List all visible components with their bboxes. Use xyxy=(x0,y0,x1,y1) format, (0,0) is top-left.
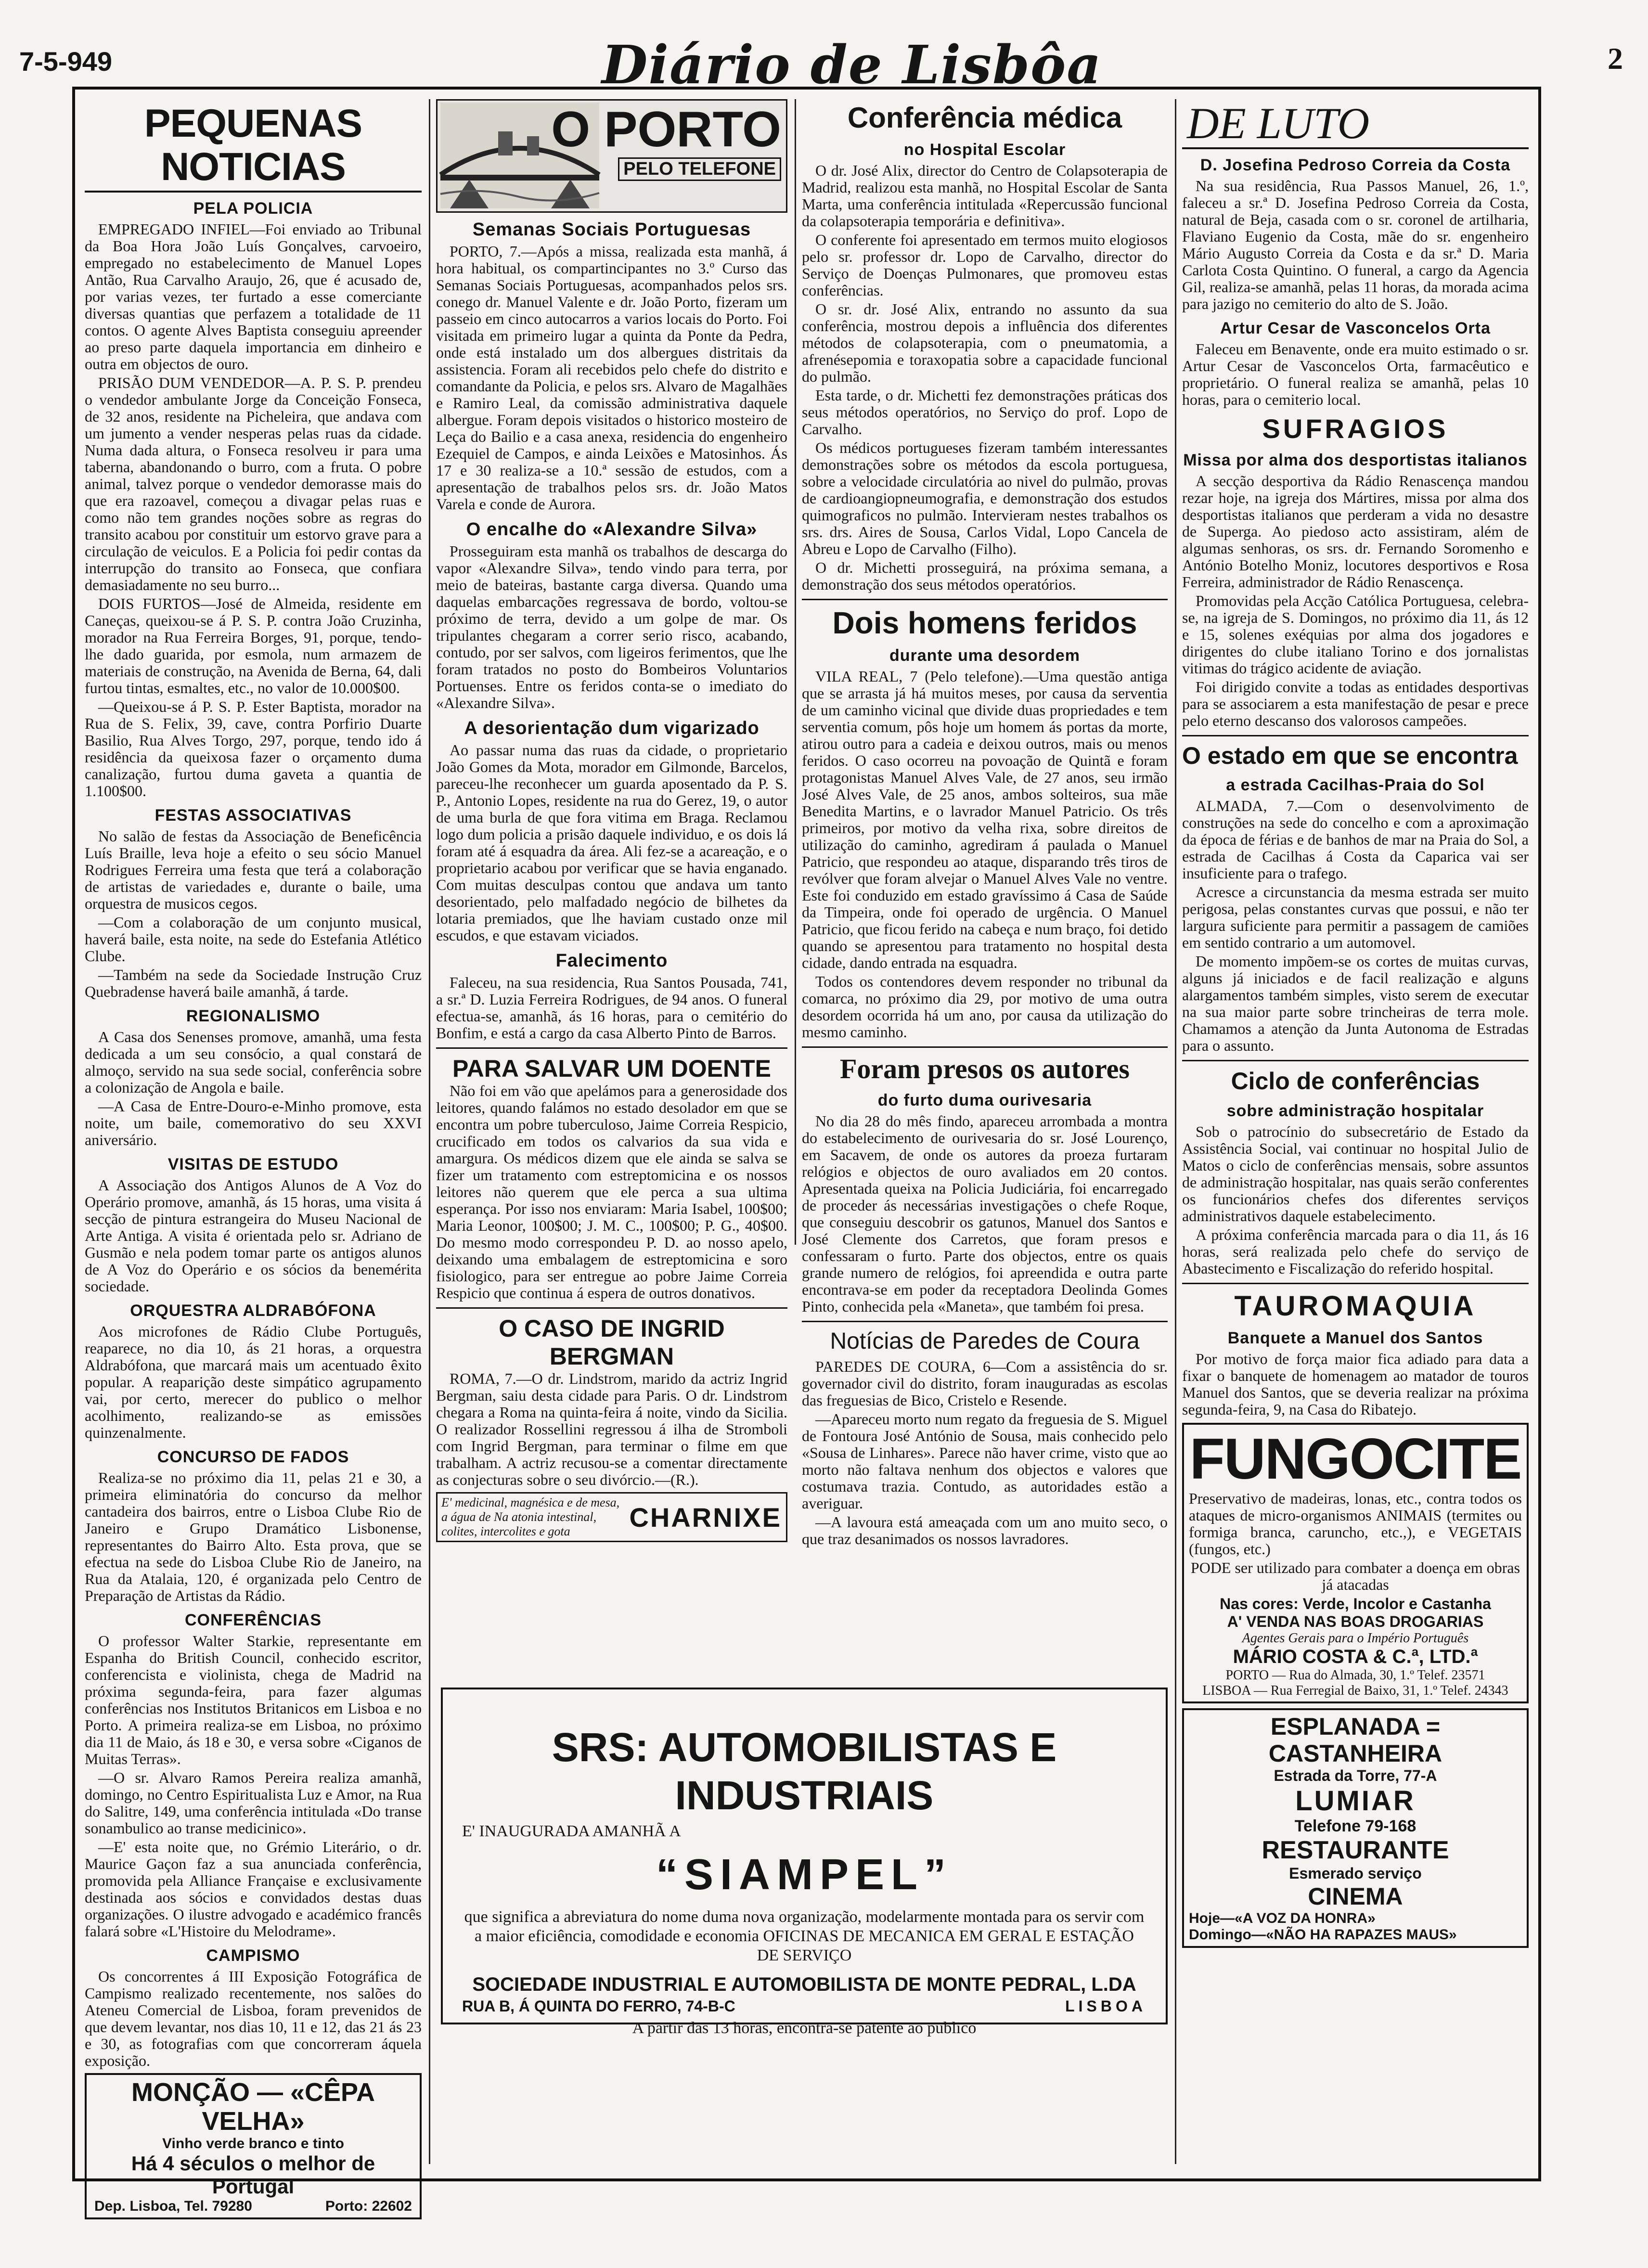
feridos-subtitle: durante uma desordem xyxy=(889,646,1080,665)
column-2-lower xyxy=(436,1187,787,1370)
divider xyxy=(1182,735,1529,736)
esplanada-address: Estrada da Torre, 77-A xyxy=(1274,1767,1437,1784)
section-paragraph: —O sr. Alvaro Ramos Pereira realiza amanhã, domingo, no Centro Espiritualista Luz e Amor, na Rua do Salitre, 149, uma conferência intitulada «Do transe sonambulico ao transe medicinico». xyxy=(85,1769,422,1837)
divider xyxy=(1182,1283,1529,1284)
section-heading: O encalhe do «Alexandre Silva» xyxy=(466,519,758,540)
section-paragraph: DOIS FURTOS—José de Almeida, residente em Caneças, queixou-se á P. S. P. contra João Cruzinha, morador na Rua Ferreira Borges, 91, porque, tendo-lhe dado guarida, por esmola, num armazem de materiais de construção, na Avenida de Berna, 64, dali furtou tintas, esmaltes, etc., no valor de 10.000$00. xyxy=(85,595,422,696)
fungocite-agentes: Agentes Gerais para o Império Português xyxy=(1242,1631,1469,1646)
coura-paragraph: PAREDES DE COURA, 6—Com a assistência do sr. governador civil do distrito, foram inauguradas as escolas das freguesias de Bico, Cristelo e Resende. xyxy=(802,1358,1168,1409)
luto-title: DE LUTO xyxy=(1182,99,1529,149)
estrada-paragraph: De momento impõem-se os cortes de muitas curvas, alguns já iniciados e de facil realização e alguns alargamentos também simples, visto serem de executar na sua maior parte sobre trincheiras de terra mole. Chamamos a atenção da Junta Autonoma de Estradas para o assunto. xyxy=(1182,953,1529,1054)
esplanada-hoje: Hoje—«A VOZ DA HONRA» xyxy=(1189,1910,1376,1926)
porto-banner-subtitle: PELO TELEFONE xyxy=(618,157,781,181)
section-heading: CONCURSO DE FADOS xyxy=(157,1448,349,1466)
section-paragraph: —Com a colaboração de um conjunto musical, haverá baile, esta noite, na sede do Estefania Atlético Clube. xyxy=(85,914,422,965)
luto-text: Faleceu em Benavente, onde era muito estimado o sr. Artur Cesar de Vasconcelos Orta, farmacêutico e proprietário. O funeral realiza se amanhã, pelas 10 horas, para o cemiterio local. xyxy=(1182,340,1529,408)
column-rule-3 xyxy=(1175,99,1176,2164)
feridos-paragraph: Todos os contendores devem responder no tribunal da comarca, no próximo dia 29, por motivo de uma outra desordem ocorrida há um ano, por causa da utilização do mesmo caminho. xyxy=(802,973,1168,1041)
section-paragraph: Ao passar numa das ruas da cidade, o proprietario João Gomes da Mota, morador em Gilmonde, Barcelos, pareceu-lhe reconhecer um guarda aposentado da P. S. P., Antonio Lopes, residente na rua do Gerez, 19, o autor de uma burla de que fora vitima em Braga. Reclamou logo dum policia a prisão daquele individuo, e os dois lá foram até á esquadra da área. Ali fez-se a acareação, e o proprietario acabou por verificar que se havia enganado. Com muitas desculpas contou que andava um tanto desorientado, pelo malfadado negócio de bilhetes da lotaria premiados, que lhe haviam custado onze mil escudos, e que estavam viciados. xyxy=(436,741,787,944)
esplanada-restaurante: RESTAURANTE xyxy=(1262,1836,1449,1864)
section-paragraph: Realiza-se no próximo dia 11, pelas 21 e 30, a primeira eliminatória do concurso da melhor cantadeira dos bairros, entre o Lisboa Clube Rio de Janeiro e Grupo Dramático Lisbonense, representantes do Bairro Alto. Esta prova, que se efectua na sede do Lisboa Clube Rio de Janeiro, na Rua da Atalaia, 120, é organizada pelo Centro de Preparação de Artistas da Rádio. xyxy=(85,1469,422,1604)
section-heading: Falecimento xyxy=(555,951,668,971)
siampel-address: RUA B, Á QUINTA DO FERRO, 74-B-C xyxy=(462,1997,735,2015)
section-heading: Semanas Sociais Portuguesas xyxy=(472,219,751,240)
siampel-name: “SIAMPEL” xyxy=(656,1851,953,1899)
section-heading: ORQUESTRA ALDRABÓFONA xyxy=(130,1302,376,1320)
sufragios-body xyxy=(1182,473,1529,729)
col1-title: PEQUENAS NOTICIAS xyxy=(85,102,422,193)
coura-title: Notícias de Paredes de Coura xyxy=(830,1328,1140,1354)
moncao-line1: Vinho verde branco e tinto xyxy=(162,2136,344,2152)
doente-body: Não foi em vão que apelámos para a generosidade dos leitores, quando falámos no estado desolador em que se encontra um pobre tuberculoso, Jaime Correia Respicio, crucificado em todos os calvarios da sua vida e amargura. Os médicos dizem que ele ainda se salva se fizer um tratamento com estreptomicina e os nossos leitores não querem que ele perca a sua ultima esperança. Por isso nos enviaram: Maria Isabel, 100$00; Maria Leonor, 100$00; J. M. C., 100$00; P. G., 40$00. Do mesmo modo correspondeu P. D. ao nosso apelo, deixando uma embalagem de estreptomicina e soro fisiologico, para ser entregue ao pobre Jaime Correia Respicio que continua á espera de outros donativos. xyxy=(436,1082,787,1302)
estrada-title: O estado em que se encontra xyxy=(1182,742,1518,769)
moncao-porto: Porto: 22602 xyxy=(325,2198,412,2214)
luto-text: Na sua residência, Rua Passos Manuel, 26, 1.º, faleceu a sr.ª D. Josefina Pedroso Correia da Costa, natural de Beja, casada com o sr. coronel de artilharia, Flaviano Eugenio da Costa, mãe do sr. engenheiro Mário Augusto Correia da Costa e da sr.ª D. Maria Carlota Costa Quintino. O funeral, a cargo da Agencia Gil, realiza-se amanhã, pelas 11 horas, da morada acima para jazigo no cemiterio do alto de S. João. xyxy=(1182,177,1529,312)
section-paragraph: PRISÃO DUM VENDEDOR—A. P. S. P. prendeu o vendedor ambulante Jorge da Conceição Fonseca, de 32 anos, residente na Picheleira, que andava com um jumento a vender nesperas pelas ruas da cidade. Numa dada altura, o Fonseca resolveu ir para uma taberna, abandonando o burro, com a fruta. O pobre animal, talvez porque o vendedor demorasse mais do que era razoavel, começou a divagar pelas ruas e como não tem grandes noções sobre as regras do transito acabou por constituir um estorvo grave para a circulação de veiculos. E a Policia foi pedir contas da interrupção do transito ao Fonseca, que confiara demasiadamente no seu burro... xyxy=(85,374,422,593)
section-paragraph: Faleceu, na sua residencia, Rua Santos Pousada, 741, a sr.ª D. Luzia Ferreira Rodrigues, de 94 anos. O funeral efectua-se, amanhã, ás 16 horas, para o cemitério do Bonfim, e está a cargo da casa Alberto Pinto de Barros. xyxy=(436,974,787,1042)
bergman-title: O CASO DE INGRID BERGMAN xyxy=(499,1315,725,1370)
feridos-title: Dois homens feridos xyxy=(832,606,1137,640)
sufragios-subtitle: Missa por alma dos desportistas italianos xyxy=(1183,451,1528,469)
section-heading: FESTAS ASSOCIATIVAS xyxy=(154,806,352,825)
estrada-paragraph: ALMADA, 7.—Com o desenvolvimento de construções na sede do concelho e com a aproximação da época de férias e de banhos de mar na Praia do Sol, a estrada de Cacilhas á Costa da Caparica vai ser insuficiente para o trafego. xyxy=(1182,797,1529,882)
conf-paragraph: O dr. José Alix, director do Centro de Colapsoterapia de Madrid, realizou esta manhã, no Hospital Escolar de Santa Marta, uma conferência intitulada «Repercussão funcional da colapsoterapia temporária e definitiva». xyxy=(802,162,1168,230)
section-paragraph: Prosseguiram esta manhã os trabalhos de descarga do vapor «Alexandre Silva», tendo vindo para terra, por meio de bateiras, bastante carga diversa. Quando uma daquelas embarcações regressava de bordo, voltou-se próximo de terra, devido a um golpe de mar. Os tripulantes chegaram a correr serio risco, acabando, contudo, por ser salvos, com ligeiros ferimentos, que lhe foram tratados no posto do Bombeiros Voluntarios Portuenses. Entre os feridos conta-se o imediato do «Alexandre Silva». xyxy=(436,542,787,711)
feridos-body xyxy=(802,668,1168,1041)
fungocite-cores: Nas cores: Verde, Incolor e Castanha xyxy=(1220,1595,1491,1612)
ciclo-paragraph: A próxima conferência marcada para o dia 11, ás 16 horas, será realizada pelo chefe do serviço de Abastecimento e Fiscalização do referido hospital. xyxy=(1182,1226,1529,1277)
siampel-inaug: E' INAUGURADA AMANHÃ A xyxy=(462,1822,681,1840)
tauro-body: Por motivo de força maior fica adiado para data a fixar o banquete de homenagem ao matador de touros Manuel dos Santos, que se deveria realizar na próxima segunda-feira, 9, na Casa do Ribatejo. xyxy=(1182,1350,1529,1418)
moncao-ad xyxy=(85,2073,422,2219)
column-rule-1 xyxy=(429,99,430,2164)
porto-banner xyxy=(436,99,787,213)
fungocite-ad xyxy=(1182,1423,1529,1703)
presos-title: Foram presos os autores xyxy=(840,1053,1130,1084)
section-paragraph: PORTO, 7.—Após a missa, realizada esta manhã, á hora habitual, os compartincipantes no 3.º Curso das Semanas Sociais Portuguesas, acompanhados pelos srs. conego dr. Manuel Valente e dr. João Porto, fizeram um passeio em cinco autocarros a varios locais do Porto. Foi visitada em primeiro lugar a quinta da Ponte da Pedra, onde está instalado um dos albergues distritais da assistencia. Foram ali recebidos pelo chefe do distrito e comandante da Policia, e pelos srs. Alvaro de Magalhães e Ramiro Leal, da comissão administrativa daquele albergue. Foram depois visitados o historico mosteiro de Leça do Bailio e a casa anexa, residencia do engenheiro Ezequiel de Campos, e ainda Leixões e Matosinhos. Ás 17 e 30 realiza-se a 10.ª sessão de estudos, com a apresentação de trabalhos pelos srs. dr. João Matos Varela e conde de Aurora. xyxy=(436,243,787,513)
bergman-body: ROMA, 7.—O dr. Lindstrom, marido da actriz Ingrid Bergman, saiu desta cidade para Paris. O dr. Lindstrom chegara a Roma na quinta-feira á noite, vindo da Sicilia. O realizador Rossellini regressou á ilha de Stromboli com Ingrid Bergman, para terminar o filme em que trabalham. A actriz recusou-se a comentar directamente as conjecturas sobre o seu divórcio.—(R.). xyxy=(436,1370,787,1488)
moncao-line2: Há 4 séculos o melhor de Portugal xyxy=(131,2152,375,2198)
siampel-hours: A partir das 13 horas, encontra-se patente ao publico xyxy=(632,2019,977,2037)
ciclo-paragraph: Sob o patrocínio do subsecretário de Estado da Assistência Social, vai continuar no hospital Julio de Matos o ciclo de conferências mensais, sobre assuntos de administração hospitalar, nas quais serão conferentes os funcionários chefes dos diferentes serviços administrativos daquele estabelecimento. xyxy=(1182,1123,1529,1224)
esplanada-ad xyxy=(1182,1708,1529,1948)
sufragios-title: SUFRAGIOS xyxy=(1262,413,1449,444)
moncao-dep: Dep. Lisboa, Tel. 79280 xyxy=(94,2198,252,2214)
coura-paragraph: —A lavoura está ameaçada com um ano muito seco, o que traz desanimados os nossos lavradores. xyxy=(802,1513,1168,1547)
page-number: 2 xyxy=(1608,41,1623,76)
divider xyxy=(802,599,1168,600)
section-heading: PELA POLICIA xyxy=(193,199,313,218)
fungocite-firm: MÁRIO COSTA & C.ª, LTD.ª xyxy=(1233,1646,1478,1667)
charnixe-brand: CHARNIXE xyxy=(629,1502,782,1533)
column-3 xyxy=(802,99,1168,1547)
siampel-desc: que significa a abreviatura do nome duma nova organização, modelarmente montada para os servir com a maior eficiência, comodidade e economia OFICINAS DE MECANICA EM GERAL E ESTAÇÃO DE SERVIÇO xyxy=(464,1908,1145,1964)
conf-paragraph: Esta tarde, o dr. Michetti fez demonstrações práticas dos seus métodos operatórios, no Serviço do prof. Lopo de Carvalho. xyxy=(802,387,1168,438)
section-paragraph: —E' esta noite que, no Grémio Literário, o dr. Maurice Gaçon faz a sua anunciada conferência, promovida pela Alliance Française e exclusivamente destinada aos sócios e convidados destas duas organizações. O ilustre advogado e académico francês falará sobre «L'Histoire du Melodrame». xyxy=(85,1838,422,1940)
esplanada-domingo: Domingo—«NÃO HA RAPAZES MAUS» xyxy=(1189,1927,1457,1943)
sufragios-paragraph: Promovidas pela Acção Católica Portuguesa, celebra-se, na igreja de S. Domingos, no próximo dia 11, ás 12 e 15, solenes exéquias por alma dos jogadores e dirigentes do clube italiano Torino e dos jornalistas vitimas do trágico acidente de aviação. xyxy=(1182,592,1529,677)
esplanada-servico: Esmerado serviço xyxy=(1289,1865,1422,1882)
issue-date: 7-5-949 xyxy=(19,46,113,77)
conf-paragraph: O sr. dr. José Alix, entrando no assunto da sua conferência, mostrou depois a influência dos diferentes métodos de colapsoterapia, com o pneumatomia, a afrenésepomia e toraxopatia sobre a capacidade funcional do pulmão. xyxy=(802,300,1168,385)
page-header xyxy=(0,19,1648,96)
divider xyxy=(436,1047,787,1049)
fungocite-lisboa: LISBOA — Rua Ferregial de Baixo, 31, 1.º Telef. 24343 xyxy=(1202,1683,1508,1698)
siampel-ad xyxy=(441,1688,1168,2037)
col1-sections xyxy=(85,199,422,2069)
estrada-body xyxy=(1182,798,1529,1054)
coura-body xyxy=(802,1358,1168,1547)
section-paragraph: Aos microfones de Rádio Clube Português, reaparece, no dia 10, ás 21 horas, a orquestra Aldrabófona, que marcará mais um acentuado êxito popular. A reaparição deste simpático agrupamento vai, por certo, merecer do publico o melhor acolhimento, realizando-se as emissões quinzenalmente. xyxy=(85,1323,422,1441)
section-paragraph: O professor Walter Starkie, representante em Espanha do British Council, conhecido escritor, conferencista e violinista, chega de Madrid na próxima segunda-feira, para fazer algumas conferências nos Institutos Britanicos em Lisboa e no Porto. A primeira realiza-se em Lisboa, no próximo dia 11 de Maio, ás 18 e 30, e versa sobre «Ciganos de Muitas Terras». xyxy=(85,1632,422,1767)
fungocite-venda: A' VENDA NAS BOAS DROGARIAS xyxy=(1227,1613,1484,1630)
column-4 xyxy=(1182,99,1529,2164)
ciclo-body xyxy=(1182,1123,1529,1277)
moncao-title: MONÇÃO — «CÊPA VELHA» xyxy=(131,2078,375,2136)
sufragios-paragraph: A secção desportiva da Rádio Renascença mandou rezar hoje, na igreja dos Mártires, missa por alma dos desportistas italianos que perderam a vida no desastre de Superga. Ao piedoso acto assistiram, além de algumas senhoras, os srs. dr. Fernando Soromenho e António Botelho Moniz, locutores desportivos e Rosa Ferreira, administrador de Rádio Renascença. xyxy=(1182,472,1529,591)
conf-subtitle: no Hospital Escolar xyxy=(903,141,1066,159)
luto-name: Artur Cesar de Vasconcelos Orta xyxy=(1220,319,1491,337)
esplanada-title: ESPLANADA = CASTANHEIRA xyxy=(1268,1713,1442,1767)
siampel-city: LISBOA xyxy=(1065,1997,1146,2015)
porto-banner-title: O PORTO xyxy=(551,102,781,157)
estrada-subtitle: a estrada Cacilhas-Praia do Sol xyxy=(1226,776,1485,794)
divider xyxy=(802,1321,1168,1322)
doente-title: PARA SALVAR UM DOENTE xyxy=(452,1055,772,1082)
esplanada-lumiar: LUMIAR xyxy=(1295,1785,1416,1817)
column-1 xyxy=(85,99,422,2214)
coura-paragraph: —Apareceu morto num regato da freguesia de S. Miguel de Fontoura José António de Sousa, mais conhecido pelo «Sousa de Linhares». Parece não haver crime, visto que ao morto não faltava nenhum dos objectos e valores que costumava trazia. Contudo, as autoridades estão a averiguar. xyxy=(802,1410,1168,1512)
section-heading: CONFERÊNCIAS xyxy=(184,1611,322,1629)
fungocite-desc: Preservativo de madeiras, lonas, etc., contra todos os ataques de micro-organismos ANIMAIS (termites ou formiga branca, caruncho, etc.,), e VEGETAIS (fungos, etc.) xyxy=(1189,1490,1522,1558)
sufragios-paragraph: Foi dirigido convite a todas as entidades desportivas para se associarem a esta manifestação de pesar e prece pelo eterno descanso dos valorosos campeões. xyxy=(1182,678,1529,729)
charnixe-ad xyxy=(436,1492,787,1542)
luto-entries xyxy=(1182,156,1529,408)
esplanada-cinema: CINEMA xyxy=(1308,1883,1403,1910)
luto-name: D. Josefina Pedroso Correia da Costa xyxy=(1200,156,1511,174)
tauro-title: TAUROMAQUIA xyxy=(1234,1290,1477,1322)
section-paragraph: —Queixou-se á P. S. P. Ester Baptista, morador na Rua de S. Felix, 39, cave, contra Porfirio Duarte Basilio, Rua Alves Torgo, 297, porque, tendo ido á residência da queixosa fazer o orçamento duma canalização, furtou duma gaveta a quantia de 1.100$00. xyxy=(85,698,422,799)
section-paragraph: No salão de festas da Associação de Beneficência Luís Braille, leva hoje a efeito o seu sócio Manuel Rodrigues Ferreira uma festa que terá a colaboração de artistas de variedades e, durante o baile, uma orquestra de musicos cegos. xyxy=(85,827,422,912)
conf-body xyxy=(802,162,1168,593)
section-heading: VISITAS DE ESTUDO xyxy=(167,1155,339,1173)
divider xyxy=(802,1046,1168,1048)
section-paragraph: —Também na sede da Sociedade Instrução Cruz Quebradense haverá baile amanhã, á tarde. xyxy=(85,966,422,1000)
estrada-paragraph: Acresce a circunstancia da mesma estrada ser muito perigosa, pelas constantes curvas que possui, e não ter largura suficiente para permitir a passagem de camiões em sentido contrario a um automovel. xyxy=(1182,883,1529,951)
section-heading: A desorientação dum vigarizado xyxy=(464,718,760,738)
conf-title: Conferência médica xyxy=(847,102,1122,134)
masthead: Diário de Lisbôa xyxy=(602,34,1102,96)
section-paragraph: Os concorrentes á III Exposição Fotográfica de Campismo realizado recentemente, nos salões do Ateneu Comercial de Lisboa, foram prevenidos de que devem levantar, nos dias 10, 11 e 12, das 21 ás 23 e 30, as fotografias com que concorreram áquela exposição. xyxy=(85,1968,422,2069)
ciclo-title: Ciclo de conferências xyxy=(1231,1068,1480,1095)
fungocite-pode: PODE ser utilizado para combater a doença em obras já atacadas xyxy=(1190,1559,1520,1593)
fungocite-title: FUNGOCITE xyxy=(1189,1427,1521,1491)
section-heading: CAMPISMO xyxy=(206,1946,300,1965)
section-paragraph: A Casa dos Senenses promove, amanhã, uma festa dedicada a um seu consócio, a qual constará de almoço, servido na sua sede social, conferência sobre a colonização de Angola e baile. xyxy=(85,1028,422,1096)
section-paragraph: EMPREGADO INFIEL—Foi enviado ao Tribunal da Boa Hora João Luís Gonçalves, carvoeiro, empregado no estabelecimento de Manuel Lopes Antão, Rua Carvalho Araujo, 26, que é acusado de, por varias vezes, ter furtado a esse comerciante diversas quantias que perfazem a totalidade de 11 contos. O agente Alves Baptista conseguiu apreender ao preso parte daquela importancia em dinheiro e outra em objectos de ouro. xyxy=(85,220,422,373)
fungocite-porto: PORTO — Rua do Almada, 30, 1.º Telef. 23571 xyxy=(1225,1668,1485,1683)
section-paragraph: A Associação dos Antigos Alunos de A Voz do Operário promove, amanhã, ás 15 horas, uma visita á secção de pintura estrangeira do Museu Nacional de Arte Antiga. A visita é orientada pelo sr. Adriano de Gusmão e nela podem tomar parte os antigos alunos de A Voz do Operário e os sócios da benemérita sociedade. xyxy=(85,1176,422,1295)
conf-paragraph: O conferente foi apresentado em termos muito elogiosos pelo sr. professor dr. Lopo de Carvalho, director do Serviço de Doenças Pulmonares, que promoveu estas conferências. xyxy=(802,231,1168,299)
column-rule-2 xyxy=(795,99,796,1245)
feridos-paragraph: VILA REAL, 7 (Pelo telefone).—Uma questão antiga que se arrasta já há muitos meses, por causa da serventia de um caminho vicinal que divide duas propriedades e tem serventia comum, pôs hoje um homem ás portas da morte, atirou outro para a cadeia e deixou outros, mais ou menos feridos. O caso ocorreu na povoação de Quintã e foram protagonistas Manuel Alves Vale, de 27 anos, seu irmão José Alves Vale, de 25 anos, ambos solteiros, sua mãe Benedita Martins, e o lavrador Manuel Patricio. Os três primeiros, por motivo da velha rixa, sobre direitos de utilização do caminho, agrediram á paulada o Manuel Patricio, que respondeu ao ataque, disparando três tiros de revólver que foram alvejar o Manuel Alves Vale no ventre. Este foi conduzido em estado gravíssimo á Casa de Saúde da Timpeira, onde foi operado de urgência. O Manuel Patricio, que ficou ferido na cabeça e num braço, foi detido quando se apresentou para tratamento no hospital desta cidade, dando entrada na esquadra. xyxy=(802,668,1168,971)
siampel-company: SOCIEDADE INDUSTRIAL E AUTOMOBILISTA DE MONTE PEDRAL, L.DA xyxy=(472,1974,1136,1995)
esplanada-tel: Telefone 79-168 xyxy=(1294,1817,1416,1835)
ciclo-subtitle: sobre administração hospitalar xyxy=(1226,1102,1484,1120)
presos-subtitle: do furto duma ourivesaria xyxy=(877,1091,1092,1109)
page-frame xyxy=(72,87,1541,2214)
section-paragraph: —A Casa de Entre-Douro-e-Minho promove, esta noite, um baile, comemorativo do seu XXVI aniversário. xyxy=(85,1097,422,1148)
divider xyxy=(1182,1060,1529,1061)
section-heading: REGIONALISMO xyxy=(186,1007,321,1025)
conf-paragraph: O dr. Michetti prosseguirá, na próxima semana, a demonstração dos seus métodos operatórios. xyxy=(802,559,1168,593)
conf-paragraph: Os médicos portugueses fizeram também interessantes demonstrações sobre os métodos da escola portuguesa, sobre a velocidade circulatória ao nivel do pulmão, provas de cardioangiopneumografia, e demonstração dos estudos quimograficos no pulmão. Intervieram nestes trabalhos os srs. drs. Aires de Sousa, Carlos Vidal, Lopo Cancela de Abreu e Lopo de Carvalho (Filho). xyxy=(802,439,1168,557)
tauro-subtitle: Banquete a Manuel dos Santos xyxy=(1227,1329,1483,1347)
presos-body: No dia 28 do mês findo, apareceu arrombada a montra do estabelecimento de ourivesaria do sr. José Lourenço, em Sacavem, de onde os autores da proeza furtaram relógios e objectos de ouro avaliados em 20 contos. Apresentada queixa na Policia Judiciária, foi encarregado de proceder ás necessárias investigações o chefe Roque, que conseguiu descobrir os gatunos, Manuel dos Santos e José Clemente dos Carretos, que foram presos e confessaram o furto. Parte dos objectos, entre os quais grande numero de relógios, foi apreendida e outra parte encontrava-se em poder da receptadora Deolinda Gomes Pinto, conhecida pela «Maneta», que também foi presa. xyxy=(802,1112,1168,1315)
siampel-title: SRS: AUTOMOBILISTAS E INDUSTRIAIS xyxy=(552,1725,1057,1818)
charnixe-text: E' medicinal, magnésica e de mesa, a água de Na atonia intestinal, colites, intercolites e gota xyxy=(441,1495,620,1538)
